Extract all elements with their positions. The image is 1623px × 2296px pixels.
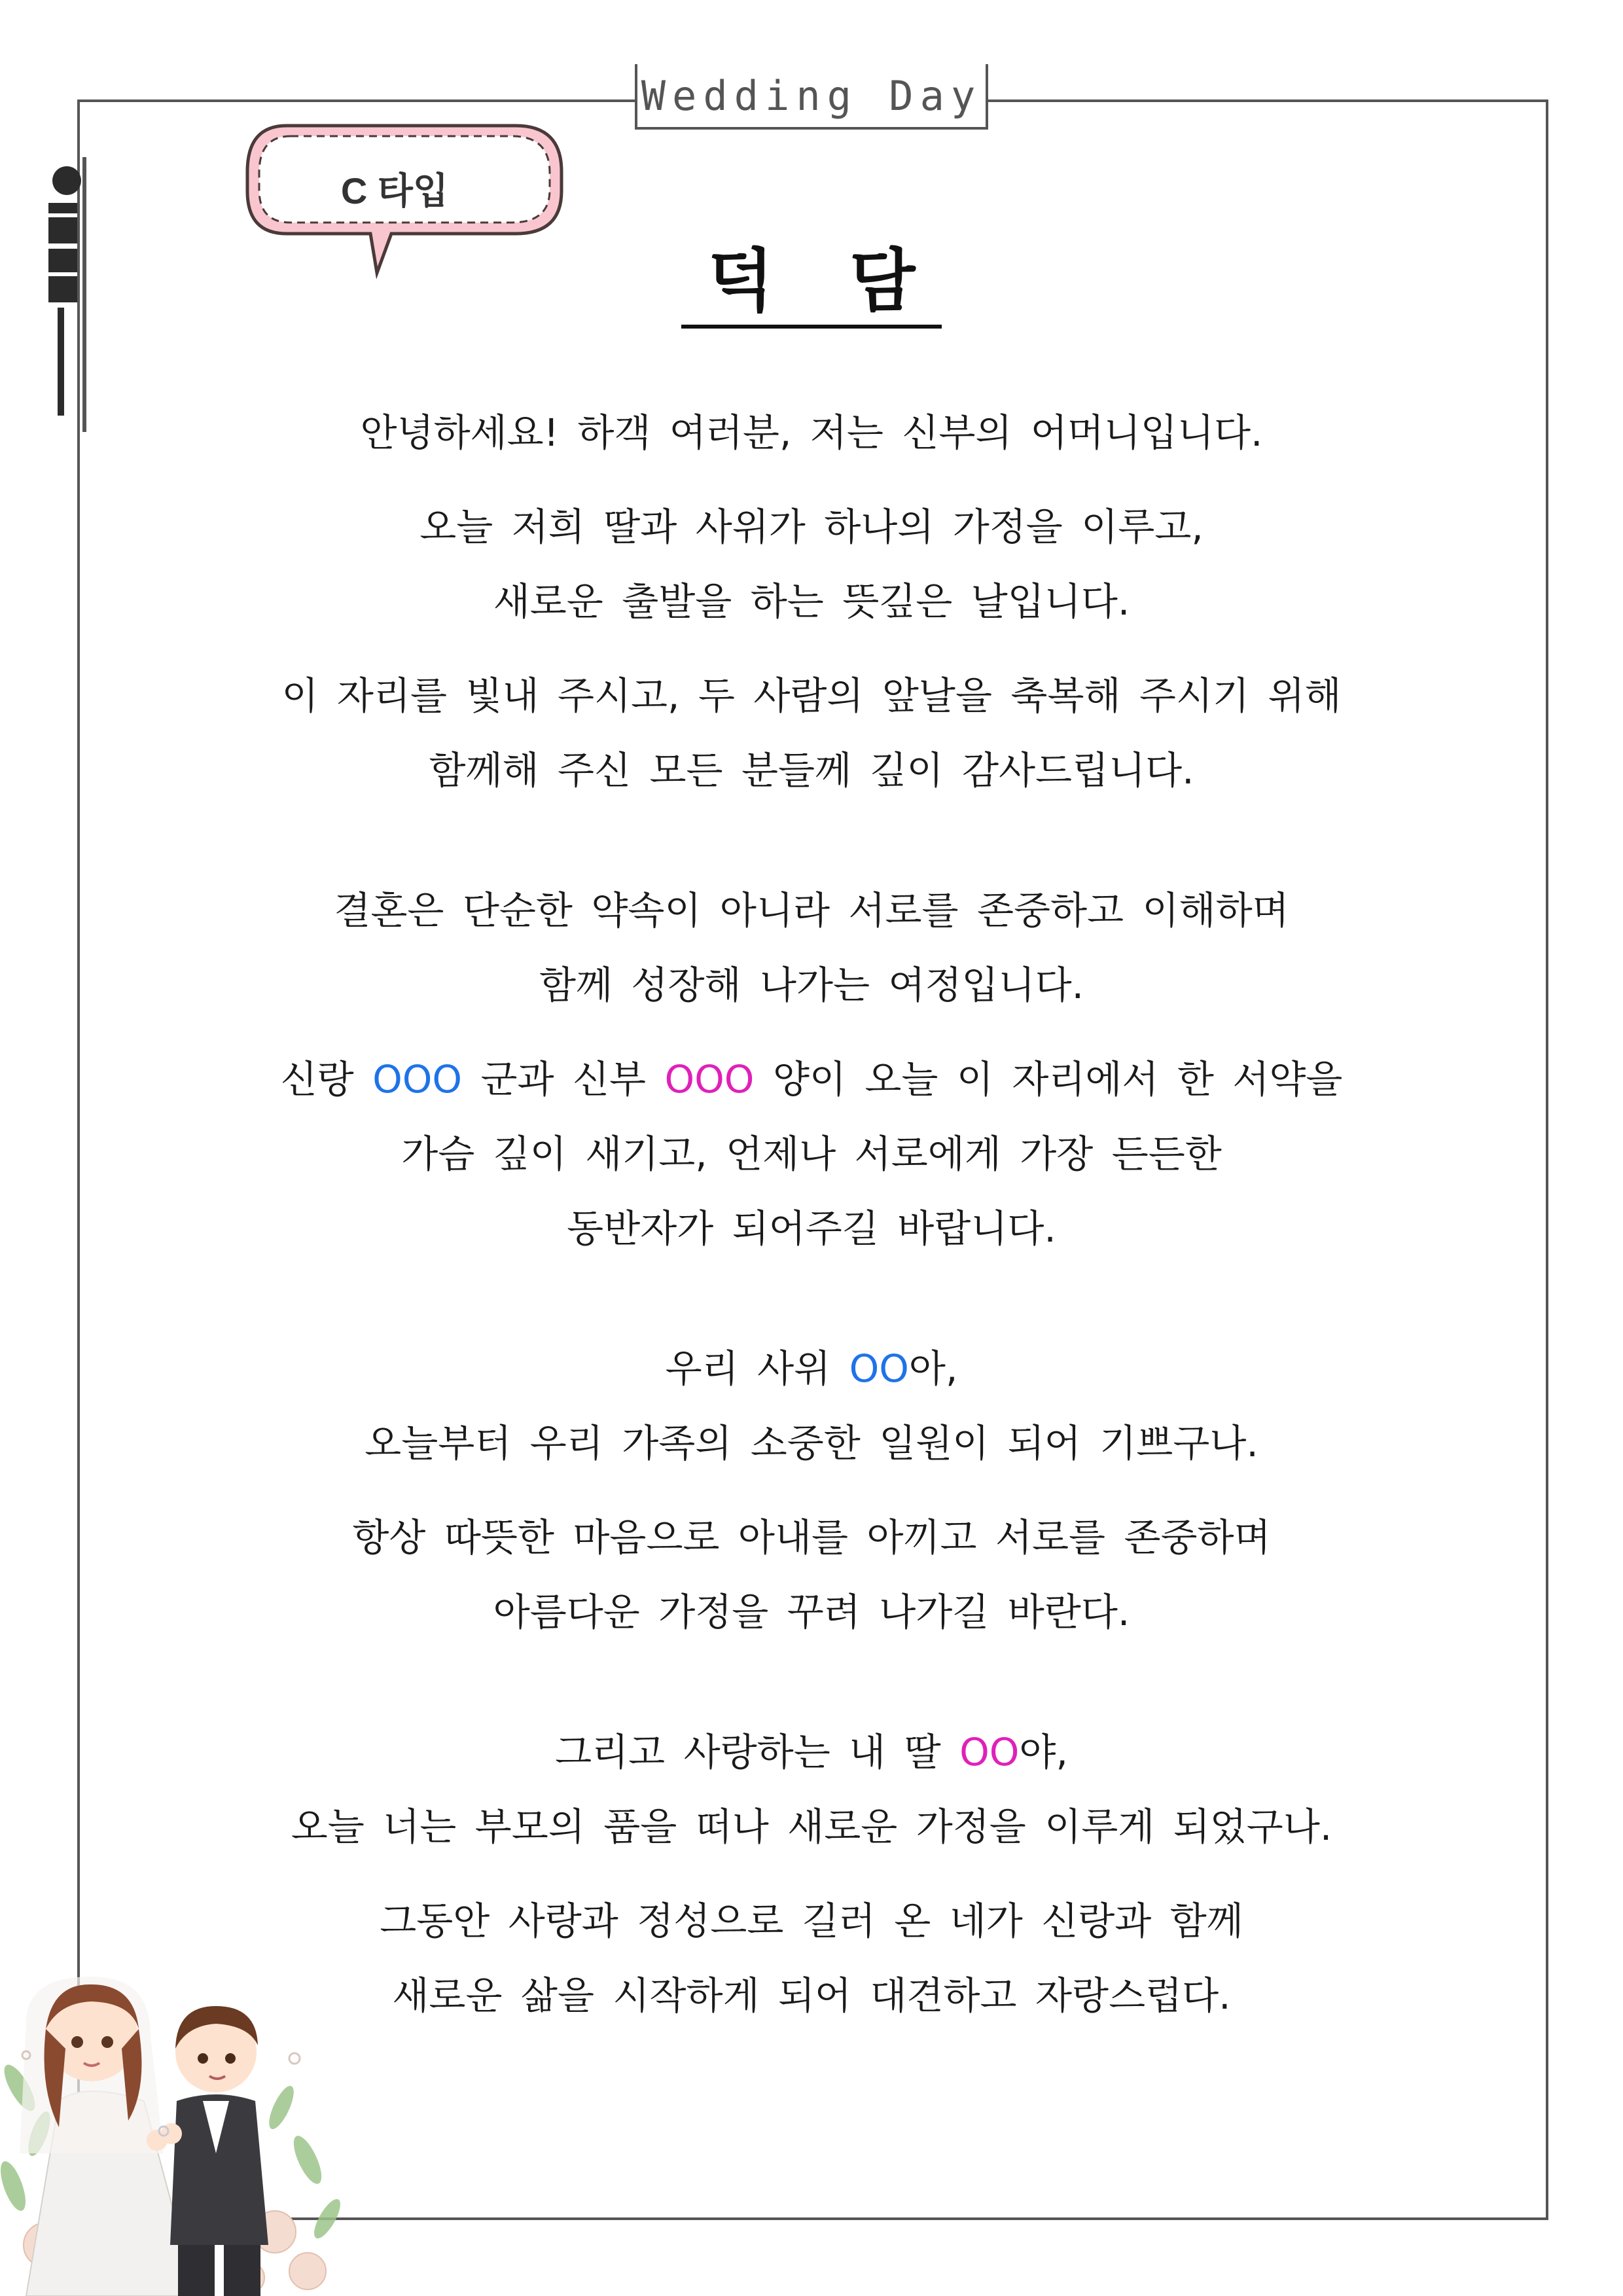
son-in-law-name-placeholder: OO [849, 1346, 909, 1391]
daughter-name-placeholder: OO [959, 1730, 1020, 1774]
text-line: 오늘부터 우리 가족의 소중한 일원이 되어 기쁘구나. [365, 1421, 1258, 1465]
wedding-couple-illustration [0, 1937, 366, 2296]
text-line: 그동안 사랑과 정성으로 길러 온 네가 신랑과 함께 [380, 1899, 1243, 1943]
bride-name-placeholder: OOO [664, 1057, 755, 1102]
text-segment: 양이 오늘 이 자리에서 한 서약을 [754, 1057, 1343, 1102]
type-badge-label: C 타입 [340, 170, 449, 211]
text-line: 안녕하세요! 하객 여러분, 저는 신부의 어머니입니다. [360, 410, 1263, 455]
text-segment: 신랑 [280, 1057, 373, 1102]
groom-name-placeholder: OOO [372, 1057, 463, 1102]
speech-body [196, 395, 1427, 2033]
header-label: Wedding Day [641, 71, 982, 120]
text-line: 함께 성장해 나가는 여정입니다. [539, 963, 1084, 1007]
text-segment: 군과 신부 [462, 1057, 665, 1102]
text-line: 새로운 출발을 하는 뜻깊은 날입니다. [493, 579, 1130, 624]
text-line [196, 1715, 1427, 1789]
text-line: 가슴 깊이 새기고, 언제나 서로에게 가장 든든한 [401, 1132, 1222, 1176]
text-line: 오늘 저희 딸과 사위가 하나의 가정을 이루고, [419, 505, 1204, 549]
text-line [196, 1331, 1427, 1406]
page-title: 덕 담 [681, 241, 941, 329]
text-line: 함께해 주신 모든 분들께 깊이 감사드립니다. [429, 748, 1194, 793]
text-segment: 아, [908, 1346, 958, 1391]
header-label-box [635, 64, 988, 130]
text-line: 이 자리를 빛내 주시고, 두 사람의 앞날을 축복해 주시기 위해 [281, 673, 1342, 718]
text-line: 동반자가 되어주길 바랍니다. [567, 1206, 1056, 1251]
text-line [196, 1042, 1427, 1117]
logo-circle-icon [52, 166, 81, 195]
text-segment: 우리 사위 [665, 1346, 849, 1391]
text-line: 새로운 삶을 시작하게 되어 대견하고 자랑스럽다. [392, 1973, 1231, 2018]
page-title-wrap [0, 226, 1623, 324]
text-segment: 그리고 사랑하는 내 딸 [555, 1730, 960, 1774]
text-line: 오늘 너는 부모의 품을 떠나 새로운 가정을 이루게 되었구나. [291, 1804, 1332, 1849]
text-line: 항상 따뜻한 마음으로 아내를 아끼고 서로를 존중하며 [352, 1515, 1271, 1560]
text-line: 결혼은 단순한 약속이 아니라 서로를 존중하고 이해하며 [334, 888, 1289, 933]
text-segment: 야, [1019, 1730, 1068, 1774]
text-line: 아름다운 가정을 꾸려 나가길 바란다. [493, 1590, 1130, 1634]
